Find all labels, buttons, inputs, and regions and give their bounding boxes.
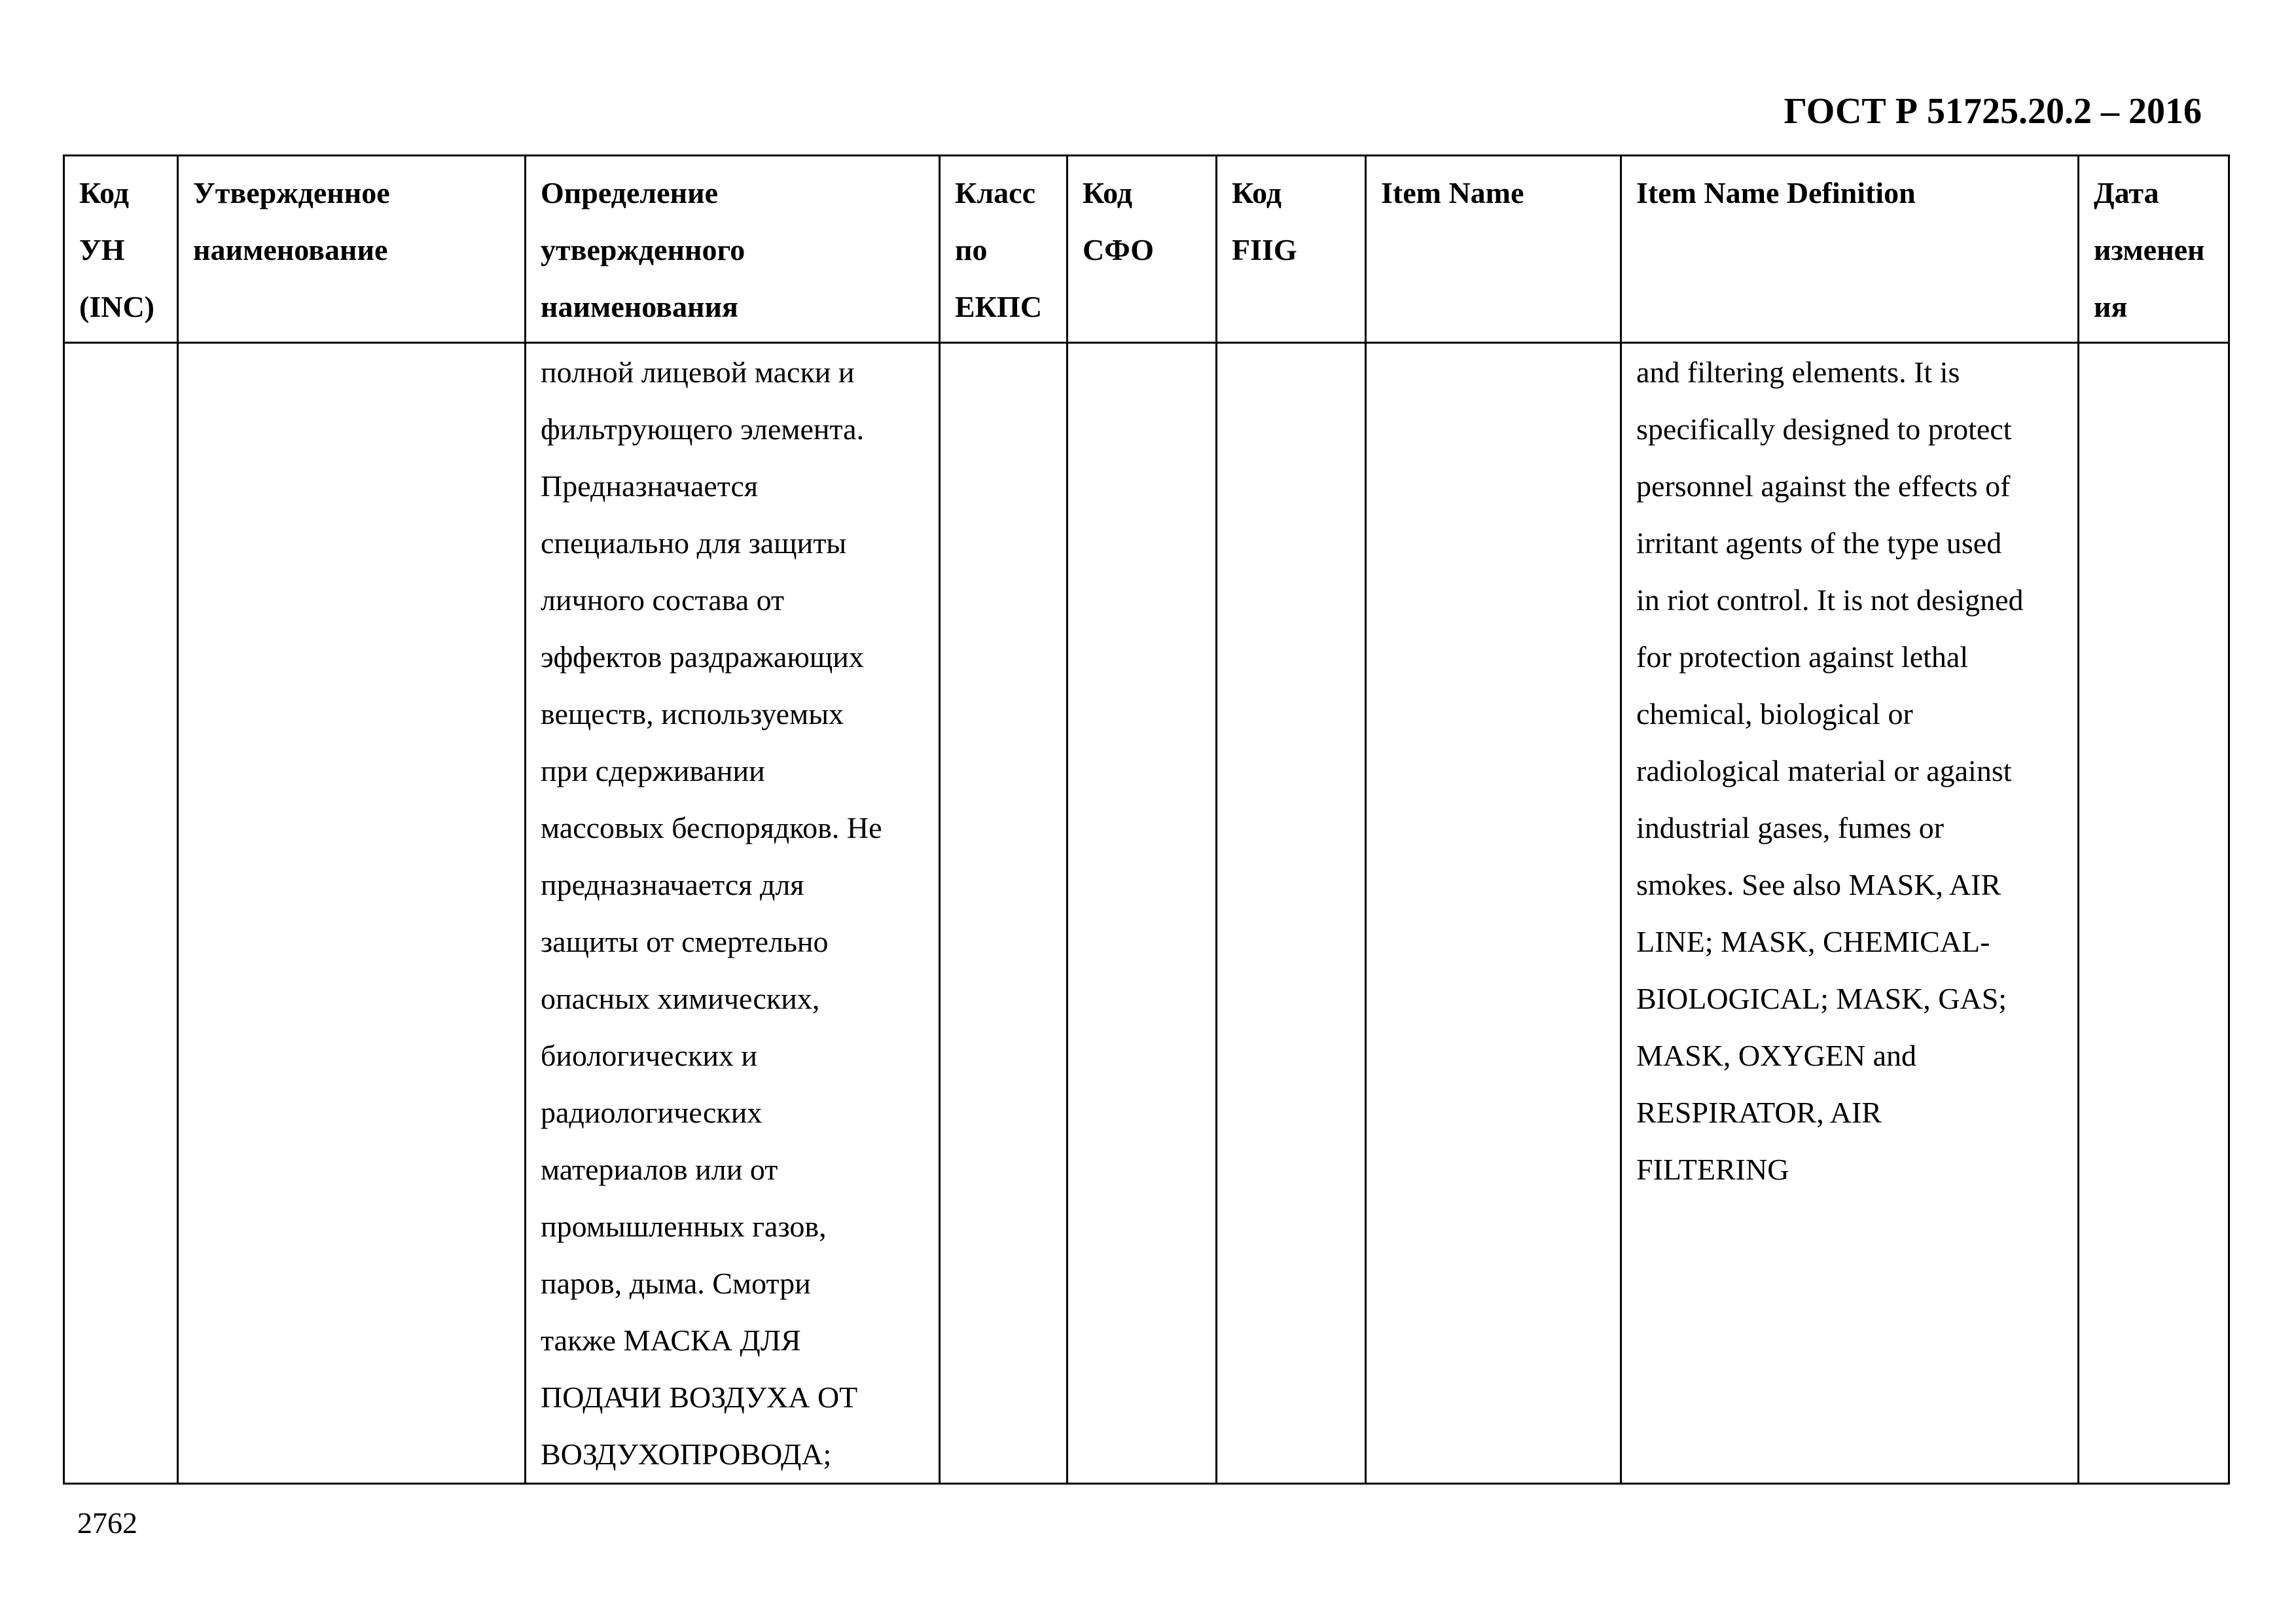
- header-approved-name-definition: [526, 156, 940, 343]
- text-line: personnel against the effects of: [1636, 469, 2011, 503]
- text-line: Код: [1083, 176, 1133, 209]
- text-line: радиологических: [541, 1096, 762, 1129]
- text-line: for protection against lethal: [1636, 640, 1969, 674]
- catalog-table: [63, 154, 2230, 1485]
- cell-definition-en: [1621, 343, 2079, 1484]
- text-line: irritant agents of the type used: [1636, 526, 2002, 560]
- header-sfo-code: [1067, 156, 1217, 343]
- text-line: по: [955, 233, 988, 266]
- text-line: личного состава от: [541, 583, 785, 617]
- table-header-row: [64, 156, 2229, 343]
- text-line: specifically designed to protect: [1636, 412, 2012, 446]
- text-line: FILTERING: [1636, 1153, 1789, 1186]
- text-line: RESPIRATOR, AIR: [1636, 1096, 1882, 1129]
- cell-item-name: [1366, 343, 1621, 1484]
- document-header: ГОСТ Р 51725.20.2 – 2016: [1784, 91, 2202, 132]
- text-line: также МАСКА ДЛЯ: [541, 1324, 801, 1357]
- text-line: BIOLOGICAL; MASK, GAS;: [1636, 982, 2007, 1015]
- text-line: промышленных газов,: [541, 1210, 827, 1243]
- text-line: предназначается для: [541, 868, 804, 901]
- text-line: СФО: [1083, 233, 1155, 266]
- header-approved-name: [178, 156, 526, 343]
- text-line: smokes. See also MASK, AIR: [1636, 868, 2001, 901]
- header-fiig-code: [1217, 156, 1366, 343]
- text-line: паров, дыма. Смотри: [541, 1267, 811, 1300]
- text-line: Утвержденное: [193, 176, 390, 209]
- text-line: (INC): [79, 290, 154, 323]
- text-line: биологических и: [541, 1039, 758, 1072]
- text-line: Предназначается: [541, 469, 759, 503]
- text-line: материалов или от: [541, 1153, 778, 1186]
- text-line: MASK, OXYGEN and: [1636, 1039, 1917, 1072]
- cell-sfo-code: [1067, 343, 1217, 1484]
- text-line: Определение: [541, 176, 719, 209]
- text-line: Код: [1232, 176, 1282, 209]
- table-row: [64, 343, 2229, 1484]
- text-line: веществ, используемых: [541, 697, 844, 731]
- header-inc-code: [64, 156, 178, 343]
- text-line: защиты от смертельно: [541, 925, 829, 958]
- header-change-date: [2079, 156, 2229, 343]
- text-line: массовых беспорядков. Не: [541, 811, 882, 844]
- header-item-name-definition: [1621, 156, 2079, 343]
- text-line: фильтрующего элемента.: [541, 412, 865, 446]
- cell-ekps-class: [940, 343, 1067, 1484]
- text-line: опасных химических,: [541, 982, 820, 1015]
- text-line: chemical, biological or: [1636, 697, 1913, 731]
- cell-approved-name: [178, 343, 526, 1484]
- text-line: Дата: [2094, 176, 2159, 209]
- text-line: Код: [79, 176, 130, 209]
- header-item-name: [1366, 156, 1621, 343]
- text-line: наименования: [541, 290, 738, 323]
- text-line: ЕКПС: [955, 290, 1043, 323]
- page-number: 2762: [77, 1506, 137, 1540]
- text-line: industrial gases, fumes or: [1636, 811, 1945, 844]
- text-line: radiological material or against: [1636, 754, 2012, 787]
- text-line: in riot control. It is not designed: [1636, 583, 2024, 617]
- text-line: Item Name: [1381, 176, 1524, 209]
- text-line: наименование: [193, 233, 388, 266]
- text-line: изменен: [2094, 233, 2205, 266]
- cell-definition-ru: [526, 343, 940, 1484]
- text-line: Item Name Definition: [1636, 176, 1916, 209]
- text-line: полной лицевой маски и: [541, 355, 855, 389]
- text-line: утвержденного: [541, 233, 745, 266]
- cell-inc-code: [64, 343, 178, 1484]
- text-line: при сдерживании: [541, 754, 765, 787]
- text-line: FIIG: [1232, 233, 1297, 266]
- text-line: УН: [79, 233, 125, 266]
- header-ekps-class: [940, 156, 1067, 343]
- text-line: LINE; MASK, CHEMICAL-: [1636, 925, 1990, 958]
- cell-change-date: [2079, 343, 2229, 1484]
- text-line: and filtering elements. It is: [1636, 355, 1960, 389]
- text-line: специально для защиты: [541, 526, 847, 560]
- text-line: ПОДАЧИ ВОЗДУХА ОТ: [541, 1380, 858, 1414]
- cell-fiig-code: [1217, 343, 1366, 1484]
- text-line: ия: [2094, 290, 2128, 323]
- text-line: Класс: [955, 176, 1035, 209]
- text-line: ВОЗДУХОПРОВОДА;: [541, 1437, 832, 1471]
- text-line: эффектов раздражающих: [541, 640, 864, 674]
